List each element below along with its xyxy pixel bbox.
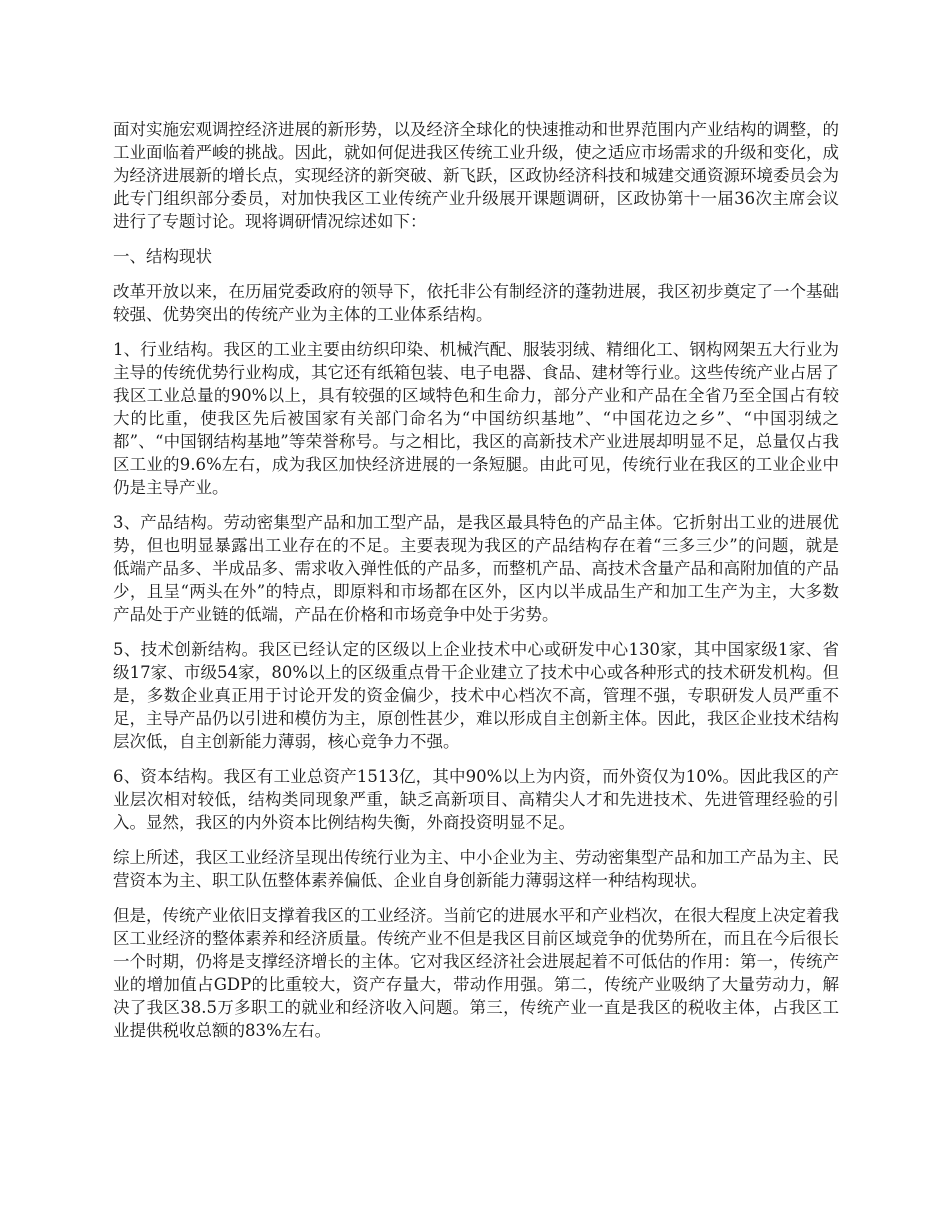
capital-structure-paragraph: 6、资本结构。我区有工业总资产1513亿，其中90%以上为内资，而外资仅为10%。因此我区的产业层次相对较低，结构类同现象严重，缺乏高新项目、高精尖人才和先进技术、先进管理经验的引入。显然，我区的内外资本比例结构失衡，外商投资明显不足。: [113, 767, 839, 832]
intro-paragraph: 面对实施宏观调控经济进展的新形势，以及经济全球化的快速推动和世界范围内产业结构的调整，的工业面临着严峻的挑战。因此，就如何促进我区传统工业升级，使之适应市场需求的升级和变化，成为经济进展新的增长点，实现经济的新突破、新飞跃，区政协经济科技和城建交通资源环境委员会为此专门组织部分委员，对加快我区工业传统产业升级展开课题调研，区政协第十一届36次主席会议进行了专题讨论。现将调研情况综述如下：: [113, 120, 839, 231]
industry-structure-paragraph: 1、行业结构。我区的工业主要由纺织印染、机械汽配、服装羽绒、精细化工、钢构网架五大行业为主导的传统优势行业构成，其它还有纸箱包装、电子电器、食品、建材等行业。这些传统产业占居了我区工业总量的90%以上，具有较强的区域特色和生命力，部分产业和产品在全省乃至全国占有较大的比重，使我区先后被国家有关部门命名为“中国纺织基地”、“中国花边之乡”、“中国羽绒之都”、“中国钢结构基地”等荣誉称号。与之相比，我区的高新技术产业进展却明显不足，总量仅占我区工业的9.6%左右，成为我区加快经济进展的一条短腿。由此可见，传统行业在我区的工业企业中仍是主导产业。: [113, 340, 839, 497]
section-heading-structure: 一、结构现状: [113, 247, 212, 266]
overview-paragraph: 改革开放以来，在历届党委政府的领导下，依托非公有制经济的蓬勃进展，我区初步奠定了一个基础较强、优势突出的传统产业为主体的工业体系结构。: [113, 282, 839, 324]
product-structure-paragraph: 3、产品结构。劳动密集型产品和加工型产品，是我区最具特色的产品主体。它折射出工业的进展优势，但也明显暴露出工业存在的不足。主要表现为我区的产品结构存在着“三多三少”的问题，就是低端产品多、半成品多、需求收入弹性低的产品多，而整机产品、高技术含量产品和高附加值的产品少，且呈“两头在外”的特点，即原料和市场都在区外，区内以半成品生产和加工生产为主，大多数产品处于产业链的低端，产品在价格和市场竞争中处于劣势。: [113, 513, 839, 624]
tech-innovation-paragraph: 5、技术创新结构。我区已经认定的区级以上企业技术中心或研发中心130家，其中国家级1家、省级17家、市级54家，80%以上的区级重点骨干企业建立了技术中心或各种形式的技术研发机构。但是，多数企业真正用于讨论开发的资金偏少，技术中心档次不高，管理不强，专职研发人员严重不足，主导产品仍以引进和模仿为主，原创性甚少，难以形成自主创新主体。因此，我区企业技术结构层次低，自主创新能力薄弱，核心竞争力不强。: [113, 640, 839, 751]
summary-paragraph: 综上所述，我区工业经济呈现出传统行业为主、中小企业为主、劳动密集型产品和加工产品为主、民营资本为主、职工队伍整体素养偏低、企业自身创新能力薄弱这样一种结构现状。: [113, 848, 839, 890]
conclusion-paragraph: 但是，传统产业依旧支撑着我区的工业经济。当前它的进展水平和产业档次，在很大程度上决定着我区工业经济的整体素养和经济质量。传统产业不但是我区目前区域竞争的优势所在，而且在今后很长一个时期，仍将是支撑经济增长的主体。它对我区经济社会进展起着不可低估的作用：第一，传统产业的增加值占GDP的比重较大，资产存量大，带动作用强。第二，传统产业吸纳了大量劳动力，解决了我区38.5万多职工的就业和经济收入问题。第三，传统产业一直是我区的税收主体，占我区工业提供税收总额的83%左右。: [113, 906, 839, 1040]
document-page: [113, 118, 839, 1054]
